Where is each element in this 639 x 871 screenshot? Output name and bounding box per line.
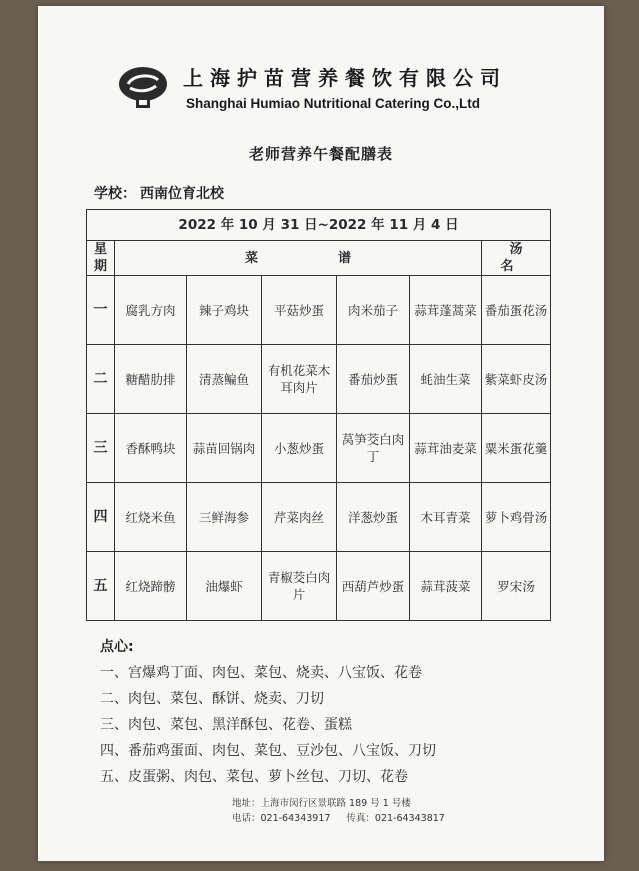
- snack-line: 二、肉包、菜包、酥饼、烧卖、刀切: [100, 691, 324, 707]
- snacks-section: [100, 634, 436, 790]
- dish-cell: 糖醋肋排: [115, 345, 187, 414]
- dish-cell: 三鲜海参: [187, 483, 262, 552]
- table-row: [87, 276, 551, 345]
- dish-cell: 蒜苗回锅肉: [187, 414, 262, 483]
- table-row: [87, 345, 551, 414]
- dish-cell: 红烧米鱼: [115, 483, 187, 552]
- date-range-row: [87, 210, 551, 241]
- dish-cell: 清蒸鳊鱼: [187, 345, 262, 414]
- weekday-cell: 四: [87, 483, 115, 552]
- dish-cell: 有机花菜木耳肉片: [262, 345, 337, 414]
- table-header-row: [87, 241, 551, 276]
- snack-line: 五、皮蛋粥、肉包、菜包、萝卜丝包、刀切、花卷: [100, 769, 408, 785]
- company-logo-icon: [118, 62, 168, 112]
- weekday-cell: 三: [87, 414, 115, 483]
- dish-cell: 蒜茸油麦菜: [410, 414, 482, 483]
- school-name: 西南位育北校: [140, 186, 224, 202]
- snack-line: 一、宫爆鸡丁面、肉包、菜包、烧卖、八宝饭、花卷: [100, 665, 422, 681]
- company-name-en: Shanghai Humiao Nutritional Catering Co.,Ltd: [186, 96, 481, 111]
- weekday-cell: 一: [87, 276, 115, 345]
- dish-cell: 腐乳方肉: [115, 276, 187, 345]
- address-line: 地址：上海市闵行区景联路 189 号 1 号楼: [232, 798, 411, 809]
- snacks-heading: 点心:: [100, 639, 134, 655]
- fax-number: 传真：021-64343817: [346, 813, 445, 824]
- dish-cell: 番茄炒蛋: [337, 345, 410, 414]
- soup-cell: 萝卜鸡骨汤: [482, 483, 551, 552]
- dish-cell: 蒜茸蓬蒿菜: [410, 276, 482, 345]
- phone-number: 电话：021-64343917: [232, 813, 331, 824]
- dish-cell: 芹菜肉丝: [262, 483, 337, 552]
- soup-cell: 罗宋汤: [482, 552, 551, 621]
- weekday-header: 星期: [87, 241, 115, 276]
- soup-cell: 紫菜虾皮汤: [482, 345, 551, 414]
- weekday-cell: 二: [87, 345, 115, 414]
- table-row: [87, 483, 551, 552]
- soup-header: 汤名: [482, 241, 551, 276]
- phone-fax-line: [232, 811, 461, 826]
- school-label: 学校：: [94, 186, 136, 202]
- table-row: [87, 414, 551, 483]
- dish-cell: 平菇炒蛋: [262, 276, 337, 345]
- dish-cell: 莴笋茭白肉丁: [337, 414, 410, 483]
- dish-cell: 木耳青菜: [410, 483, 482, 552]
- soup-cell: 番茄蛋花汤: [482, 276, 551, 345]
- dish-cell: 洋葱炒蛋: [337, 483, 410, 552]
- dish-cell: 油爆虾: [187, 552, 262, 621]
- dish-cell: 肉米茄子: [337, 276, 410, 345]
- menu-sheet: [38, 6, 604, 861]
- lunch-menu-table: [86, 209, 551, 621]
- snack-line: 三、肉包、菜包、黑洋酥包、花卷、蛋糕: [100, 717, 352, 733]
- dish-cell: 香酥鸭块: [115, 414, 187, 483]
- company-name-cn: 上海护苗营养餐饮有限公司: [183, 66, 507, 90]
- dish-cell: 辣子鸡块: [187, 276, 262, 345]
- date-range: 2022 年 10 月 31 日~2022 年 11 月 4 日: [87, 210, 551, 241]
- dishes-header: 菜谱: [115, 241, 482, 276]
- school-line: [94, 183, 224, 203]
- snack-line: 四、番茄鸡蛋面、肉包、菜包、豆沙包、八宝饭、刀切: [100, 743, 436, 759]
- soup-cell: 粟米蛋花羹: [482, 414, 551, 483]
- page-title: 老师营养午餐配膳表: [248, 145, 393, 163]
- dish-cell: 蚝油生菜: [410, 345, 482, 414]
- dish-cell: 青椒茭白肉片: [262, 552, 337, 621]
- dish-cell: 小葱炒蛋: [262, 414, 337, 483]
- dish-cell: 西葫芦炒蛋: [337, 552, 410, 621]
- dish-cell: 蒜茸菠菜: [410, 552, 482, 621]
- contact-footer: [232, 796, 461, 826]
- dish-cell: 红烧蹄髈: [115, 552, 187, 621]
- weekday-cell: 五: [87, 552, 115, 621]
- table-row: [87, 552, 551, 621]
